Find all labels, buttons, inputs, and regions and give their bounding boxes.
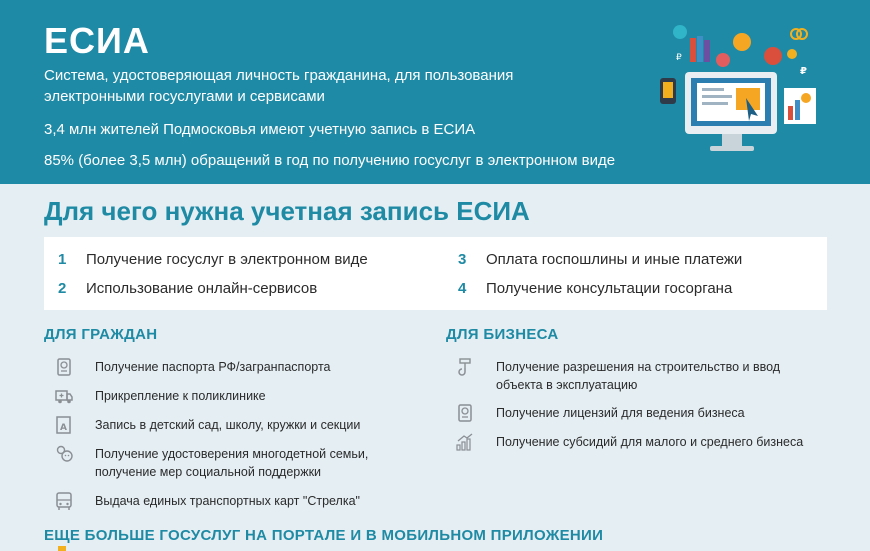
service-label: Получение разрешения на строительство и ввод объекта в эксплуатацию: [496, 360, 781, 392]
portal-icon: [58, 546, 66, 551]
crane-hook-icon: [455, 357, 475, 377]
svg-text:₽: ₽: [800, 66, 807, 77]
alphabet-book-icon: [54, 415, 74, 435]
service-label: Выдача единых транспортных карт "Стрелка": [95, 494, 360, 508]
section-title: Для чего нужна учетная запись ЕСИА: [44, 196, 530, 226]
service-label: Получение субсидий для малого и среднего бизнеса: [496, 435, 804, 449]
computer-services-illustration: [650, 20, 830, 160]
business-heading: ДЛЯ БИЗНЕСА: [446, 326, 559, 343]
growth-chart-icon: [455, 432, 475, 452]
header-stat-requests: 85% (более 3,5 млн) обращений в год по получению госуслуг в электронном виде: [44, 152, 616, 169]
bus-icon: [54, 491, 74, 511]
page-title: ЕСИА: [44, 20, 150, 61]
purpose-number: 4: [458, 280, 467, 297]
header-banner: [0, 0, 870, 184]
portal-heading: ЕЩЕ БОЛЬШЕ ГОСУСЛУГ НА ПОРТАЛЕ И В МОБИЛЬНОМ ПРИЛОЖЕНИИ: [44, 527, 604, 544]
purpose-number: 3: [458, 251, 467, 268]
purpose-number: 1: [58, 251, 67, 268]
svg-text:A: A: [60, 423, 67, 433]
license-icon: [455, 403, 475, 423]
header-stat-accounts: 3,4 млн жителей Подмосковья имеют учетную запись в ЕСИА: [44, 121, 476, 138]
purpose-text: Использование онлайн-сервисов: [86, 280, 318, 297]
svg-text:₽: ₽: [676, 53, 682, 63]
purpose-number: 2: [58, 280, 67, 297]
purpose-text: Оплата госпошлины и иные платежи: [486, 251, 743, 268]
purpose-text: Получение госуслуг в электронном виде: [86, 251, 368, 268]
header-description: Система, удостоверяющая личность гражданина, для пользования электронными госуслугами и сервисами: [44, 67, 514, 105]
service-label: Получение лицензий для ведения бизнеса: [496, 406, 745, 420]
purpose-text: Получение консультации госоргана: [486, 280, 733, 297]
ambulance-icon: [54, 386, 74, 406]
citizens-heading: ДЛЯ ГРАЖДАН: [44, 326, 158, 343]
family-icon: [54, 444, 74, 464]
purposes-list: [44, 237, 827, 310]
passport-icon: [54, 357, 74, 377]
service-label: Получение паспорта РФ/загранпаспорта: [95, 360, 331, 374]
service-label: Получение удостоверения многодетной семьи, получение мер социальной поддержки: [95, 447, 369, 479]
service-label: Запись в детский сад, школу, кружки и секции: [95, 418, 361, 432]
service-label: Прикрепление к поликлинике: [95, 389, 266, 403]
